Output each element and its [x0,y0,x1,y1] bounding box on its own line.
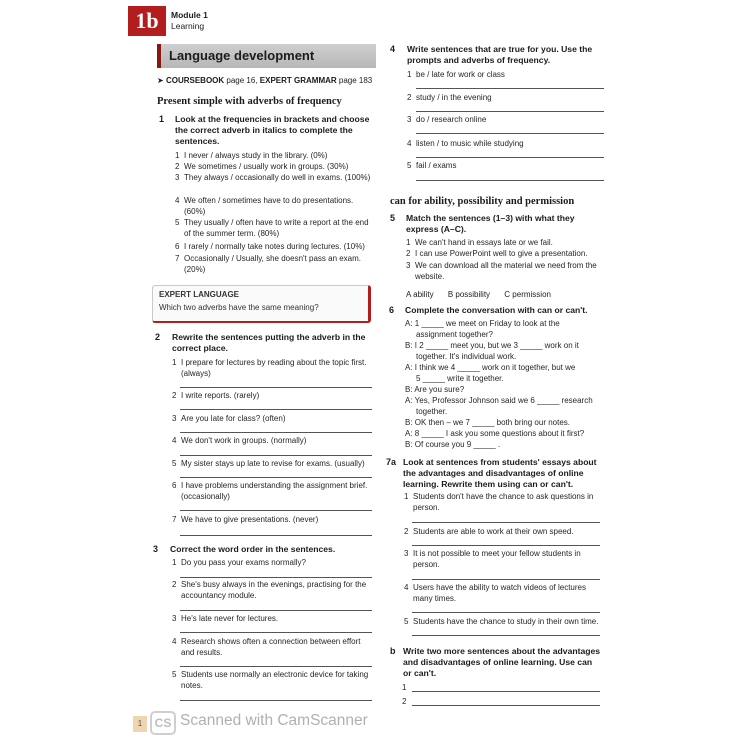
exercise-3-item: 4 Research shows often a connection between effort and results. [172,637,361,657]
answer-line[interactable] [180,535,372,536]
option-b: B possibility [447,290,491,299]
exercise-3-item: 5 Students use normally an electronic device for taking notes. [172,670,369,690]
exercise-2-item: 5 My sister stays up late to revise for exams. (usually) [172,459,365,468]
camscanner-watermark [150,710,395,736]
answer-line[interactable] [416,111,604,112]
exercise-1-item: 6 I rarely / normally take notes during lectures. (10%) [175,242,365,251]
exercise-1-item: 4 We often / sometimes have to do presentations. (60%) [175,196,354,216]
exercise-6-instruction: Complete the conversation with can or can't. [405,305,588,315]
exercise-7a-instruction: Look at sentences from students' essays about the advantages and disadvantages of online learning. Rewrite them using can or can't. [403,457,597,489]
expert-language-title: EXPERT LANGUAGE [159,290,240,299]
arrow-icon: ➤ [157,76,164,85]
exercise-4-instruction: Write sentences that are true for you. Use the prompts and adverbs of frequency. [407,44,593,65]
exercise-4-item: 1 be / late for work or class [407,70,505,79]
exercise-1-item: 5 They usually / often have to write a report at the end of the summer term. (80%) [175,218,369,238]
exercise-2-item: 6 I have problems understanding the assignment brief. (occasionally) [172,481,368,501]
answer-line[interactable] [180,477,372,478]
camscanner-logo-icon: CS [150,711,176,735]
exercise-4-item: 4 listen / to music while studying [407,139,524,148]
exercise-2-item: 3 Are you late for class? (often) [172,414,286,423]
exercise-5-item: 3 We can download all the material we need from the website. [406,261,597,281]
answer-line[interactable] [180,666,372,667]
answer-line[interactable] [180,610,372,611]
exercise-2-instruction: Rewrite the sentences putting the adverb in the correct place. [172,332,366,353]
dialogue-line: B: OK then – we 7 _____ both bring our notes. [405,418,570,427]
exercise-2-item: 2 I write reports. (rarely) [172,391,260,400]
answer-line[interactable] [180,510,372,511]
exercise-5-instruction: Match the sentences (1–3) with what they express (A–C). [406,213,575,234]
dialogue-line: B: I 2 _____ meet you, but we 3 _____ work on it [405,341,579,350]
answer-line[interactable] [180,387,372,388]
option-c: C permission [504,290,551,299]
page-number: 1 [133,716,147,732]
exercise-4-item: 5 fail / exams [407,161,457,170]
coursebook-reference [157,76,372,86]
exercise-3-instruction: Correct the word order in the sentences. [170,544,336,554]
coursebook-label: COURSEBOOK [165,76,225,85]
answer-line[interactable] [416,133,604,134]
answer-line[interactable] [180,455,372,456]
exercise-4-number: 4 [390,44,396,54]
answer-line[interactable] [180,432,372,433]
answer-line[interactable] [412,635,600,636]
exercise-5-number: 5 [390,213,396,223]
answer-line[interactable] [416,180,604,181]
module-topic: Learning [171,21,205,31]
dialogue-line: assignment together? [416,330,493,339]
exercise-5-options [406,290,606,300]
exercise-1-instruction: Look at the frequencies in brackets and choose the correct adverb in italics to complete the sentences. [175,114,370,146]
exercise-1-item: 3 They always / occasionally do well in exams. (100%) [175,173,371,182]
answer-line[interactable] [416,157,604,158]
exercise-7a-item: 4 Users have the ability to watch videos of lectures many times. [404,583,586,603]
section-banner [157,44,376,68]
answer-line[interactable] [180,409,372,410]
answer-line[interactable] [412,579,600,580]
answer-line[interactable] [416,88,604,89]
option-a: A ability [406,290,434,299]
answer-line[interactable] [412,522,600,523]
answer-line[interactable] [412,691,600,692]
exercise-4-item: 3 do / research online [407,115,487,124]
dialogue-line: B: Of course you 9 _____ . [405,440,501,449]
exercise-7b-item-number: 1 [402,683,407,692]
exercise-4-item: 2 study / in the evening [407,93,492,102]
exercise-2-number: 2 [155,332,161,342]
answer-line[interactable] [412,545,600,546]
exercise-5-item: 2 I can use PowerPoint well to give a presentation. [406,249,588,258]
exercise-6-number: 6 [389,305,395,315]
exercise-1-number: 1 [159,114,165,124]
expert-language-box [152,285,371,323]
exercise-1-item: 7 Occasionally / Usually, she doesn't pass an exam. (20%) [175,254,362,274]
exercise-3-item: 1 Do you pass your exams normally? [172,558,306,567]
exercise-7a-item: 3 It is not possible to meet your fellow students in person. [404,549,581,569]
dialogue-line: A: Yes, Professor Johnson said we 6 _____ research [405,396,593,405]
answer-line[interactable] [180,632,372,633]
exercise-7b-item-number: 2 [402,697,407,706]
dialogue-line: together. It's individual work. [416,352,517,361]
module-title: Module 1 [171,10,208,20]
dialogue-line: A: 1 _____ we meet on Friday to look at the [405,319,560,328]
exercise-7a-item: 1 Students don't have the chance to ask questions in person. [404,492,594,512]
answer-line[interactable] [412,705,600,706]
grammar-label: EXPERT GRAMMAR [259,76,337,85]
dialogue-line: B: Are you sure? [405,385,465,394]
exercise-2-item: 1 I prepare for lectures by reading about the topic first. (always) [172,358,367,378]
exercise-7a-item: 2 Students are able to work at their own speed. [404,527,574,536]
grammar-page: page 183 [336,76,373,85]
expert-language-question: Which two adverbs have the same meaning? [159,303,319,312]
dialogue-line: A: I think we 4 _____ work on it together, but we [405,363,576,372]
exercise-5-item: 1 We can't hand in essays late or we fail. [406,238,553,247]
exercise-7a-item: 5 Students have the chance to study in their own time. [404,617,599,626]
camscanner-text: Scanned with CamScanner [180,712,368,729]
answer-line[interactable] [180,700,372,701]
answer-line[interactable] [412,612,600,613]
unit-badge: 1b [128,6,166,36]
exercise-1-item: 2 We sometimes / usually work in groups. (30%) [175,162,349,171]
coursebook-page: page 16, [224,76,260,85]
answer-line[interactable] [180,577,372,578]
exercise-3-number: 3 [153,544,159,554]
exercise-1-item: 1 I never / always study in the library. (0%) [175,151,328,160]
exercise-2-item: 4 We don't work in groups. (normally) [172,436,307,445]
dialogue-line: 5 _____ write it together. [416,374,504,383]
section-banner-label: Language development [169,48,315,63]
exercise-2-item: 7 We have to give presentations. (never) [172,515,319,524]
exercise-3-item: 2 She's busy always in the evenings, practising for the accountancy module. [172,580,367,600]
exercise-7a-number: 7a [386,457,397,467]
exercise-7b-number: b [390,646,396,656]
exercise-3-item: 3 He's late never for lectures. [172,614,279,623]
heading-can: can for ability, possibility and permission [390,196,575,207]
dialogue-line: A: 8 _____ I ask you some questions about it first? [405,429,585,438]
heading-present-simple: Present simple with adverbs of frequency [157,96,342,107]
dialogue-line: together. [416,407,448,416]
exercise-7b-instruction: Write two more sentences about the advantages and disadvantages of online learning. Use can or can't. [403,646,601,678]
